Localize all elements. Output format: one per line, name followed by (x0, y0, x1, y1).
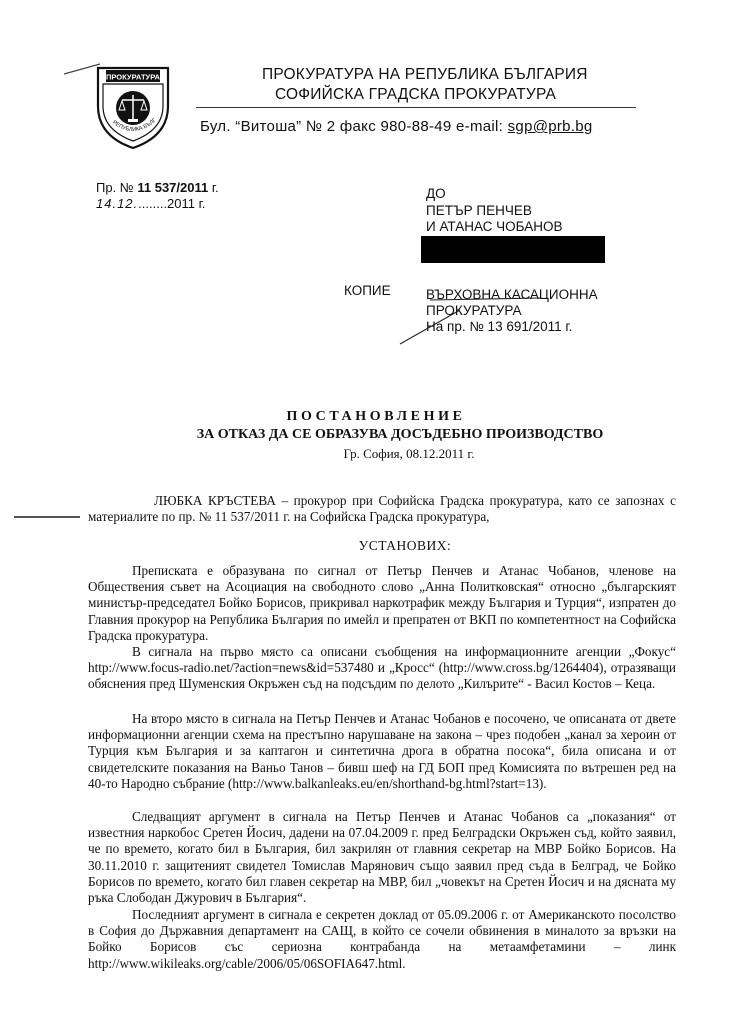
to-name-1: ПЕТЪР ПЕНЧЕВ (426, 203, 532, 218)
intro-paragraph: ЛЮБКА КРЪСТЕВА – прокурор при Софийска Градска прокуратура, като се запознах с материалите по пр. № 11 537/2011 г. на Софийска Градска прокуратура, (88, 493, 676, 525)
prosecutor-seal-logo (92, 58, 174, 150)
header-line1: ПРОКУРАТУРА НА РЕПУБЛИКА БЪЛГАРИЯ (262, 66, 588, 83)
document-subtitle: ЗА ОТКАЗ ДА СЕ ОБРАЗУВА ДОСЪДЕБНО ПРОИЗВОДСТВО (196, 427, 604, 442)
redaction-box (421, 236, 605, 263)
paragraph-4: Следващият аргумент в сигнала на Петър Пенчев и Атанас Чобанов са „показания“ от известния наркобос Сретен Йосич, дадени на 07.04.2009 г. пред Белградски Окръжен съд, който заявил, че по времето, когато бил в България, бил закрилян от главния секретар на МВР Бойко Борисов. На 30.11.2010 г. защитеният свидетел Томислав Марянович също заявил пред съда в Белград, че Бойко Борисов по времето, когато бил главен секретар на МВР, бил „човекът на Сретен Йосич и на дясната му ръка Слободан Джурович в България“. (88, 809, 676, 906)
document-title: ПОСТАНОВЛЕНИЕ (286, 409, 466, 424)
address-text: Бул. “Витоша” № 2 факс 980-88-49 e-mail: (200, 118, 508, 135)
paragraph-5: Последният аргумент в сигнала е секретен доклад от 05.09.2006 г. от Американското посолство в София до Държавния департамент на САЩ, в който се сочели обвинения в миналото за връзки на Бойко Борисов със сериозна контрабанда на метаамфетамини – линк http://www.wikileaks.org/cable/2006/05/06SOFIA647.html. (88, 907, 676, 971)
copy-line-2: ПРОКУРАТУРА (426, 303, 522, 318)
ref-suffix: г. (208, 180, 219, 195)
ref-value: 11 537/2011 (137, 180, 209, 195)
header-address (200, 118, 593, 135)
to-label: ДО (426, 186, 446, 201)
date-rest: ........2011 г. (138, 196, 206, 211)
handwritten-strike-mark (390, 278, 573, 350)
paragraph-1: Преписката е образувана по сигнал от Петър Пенчев и Атанас Чобанов, членове на Обществения съвет на Асоциация на свободното слово „Анна Политковская“ относно „българският министър-председател Бойко Борисов, прикривал наркотрафик между България и Турция“, изпратен до Главния прокурор на Република България по имейл и препратен от ВКП по компетентност на Софийска Градска прокуратура. (88, 563, 676, 643)
paragraph-3: На второ място в сигнала на Петър Пенчев и Атанас Чобанов е посочено, че описаната от двете информационни агенции схема на престъпно нарушаване на закона – чрез подобен „канал за хероин от Турция към България и за каптагон и синтетична дрога в обратна посока“, била описана и от свидетелските показания на Ваньо Танов – бивш шеф на ГД БОП пред Комисията по вътрешен ред на 40-то Народно събрание (http://www.balkanleaks.eu/en/shorthand-bg.html?start=13). (88, 711, 676, 791)
copy-label: КОПИЕ (344, 283, 391, 298)
place-date: Гр. София, 08.12.2011 г. (343, 446, 475, 461)
margin-scan-mark (14, 516, 80, 522)
established-heading: УСТАНОВИХ: (358, 538, 452, 553)
to-name-2: И АТАНАС ЧОБАНОВ (426, 219, 563, 234)
copy-line-1: ВЪРХОВНА КАСАЦИОННА (426, 287, 598, 302)
copy-line-3: На пр. № 13 691/2011 г. (426, 319, 573, 334)
handwritten-date: 14.12. (96, 196, 139, 211)
header-divider (196, 107, 636, 108)
header-line2: СОФИЙСКА ГРАДСКА ПРОКУРАТУРА (275, 86, 556, 103)
reference-date (96, 196, 205, 211)
pen-stroke-mark (62, 62, 102, 76)
email-link[interactable]: sgp@prb.bg (507, 118, 593, 135)
seal-ring-text: РЕПУБЛИКА БЪЛГ (111, 117, 158, 134)
reference-number (96, 180, 219, 195)
seal-top-text: ПРОКУРАТУРА (106, 72, 160, 82)
ref-prefix: Пр. № (96, 180, 138, 195)
paragraph-2: В сигнала на първо място са описани съобщения на информационните агенции „Фокус“ http://www.focus-radio.net/?action=news&id=537480 и „Кросс“ (http://www.cross.bg/1264404), отразяващи обяснения пред Шуменския Окръжен съд на подсъдим по делото „Килърите“ - Васил Костов – Кеца. (88, 644, 676, 692)
